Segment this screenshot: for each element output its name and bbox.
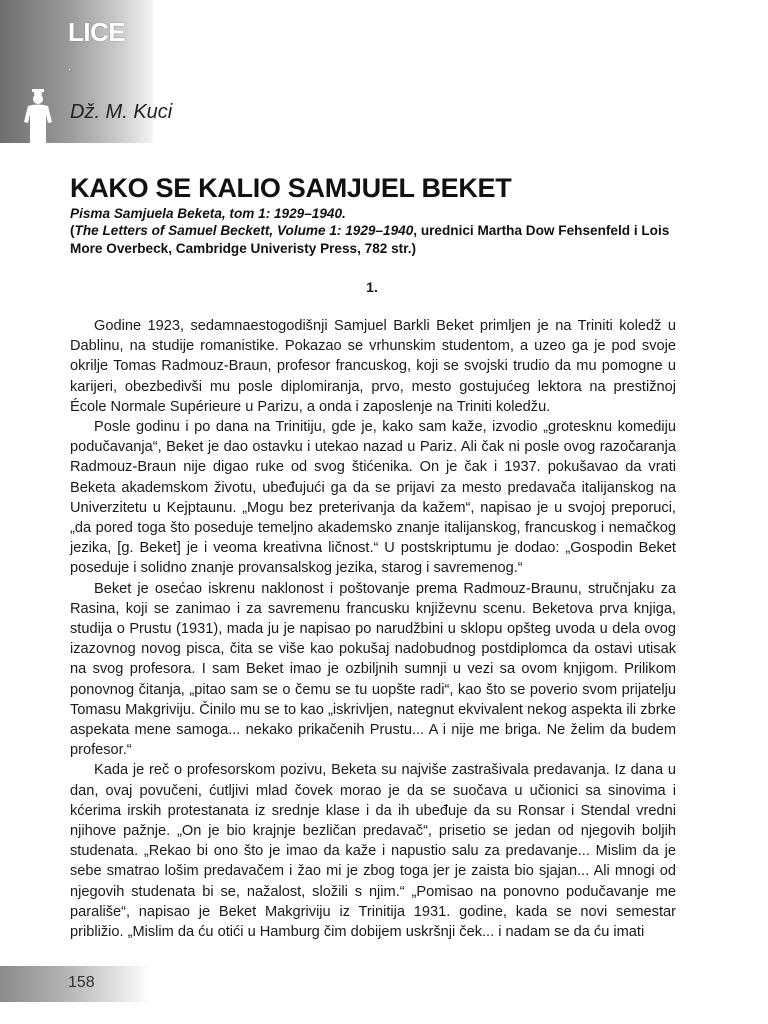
author-name: Dž. M. Kuci: [70, 101, 173, 123]
citation-details: , urednici Martha Dow Fehsenfeld i Lois More Overbeck, Cambridge Univeristy Press, 782 str.): [70, 223, 670, 256]
article-title: KAKO SE KALIO SAMJUEL BEKET: [70, 173, 512, 203]
paragraph: Posle godinu i po dana na Trinitiju, gde je, kako sam kaže, izvodio „grotesknu komediju podučavanja“, Beket je dao ostavku i utekao nazad u Pariz. Ali čak ni posle ovog razočaranja Radmouz-Braun nije digao ruke od svog štićenika. On je čak i 1937. pokušavao da vrati Beketa akademskom životu, ubeđujući ga da se prijavi za mesto predavača italijanskog na Univerzitetu u Kejptaunu. „Mogu bez preterivanja da kažem“, napisao je u svojoj preporuci, „da pored toga što poseduje temeljno akademsko znanje italijanskog, francuskog i nemačkog jezika, [g. Beket] je i veoma kreativna ličnost.“ U postskriptumu je dodao: „Gospodin Beket poseduje i solidno znanje provansalskog jezika, starog i savremenog.“: [70, 419, 676, 577]
source-citation: [70, 222, 690, 258]
paragraph: Beket je osećao iskrenu naklonost i poštovanje prema Radmouz-Braunu, stručnjaku za Rasina, koji se zanimao i za savremenu francusku književnu scenu. Beketova prva knjiga, studija o Prustu (1931), mada ju je napisao po narudžbini u sklopu opšteg uvoda u dela ovog izazovnog novog pisca, čita se više kao pokušaj nadobudnog postdiplomca da ostavi utisak na svog profesora. I sam Beket imao je ozbiljnih sumnji u vezi sa ovom knjigom. Prilikom ponovnog čitanja, „pitao sam se o čemu se tu uopšte radi“, kao što se poverio svom prijatelju Tomasu Makgriviju. Činilo mu se to kao „iskrivljen, nategnut ekvivalent nekog aspekta ili zbrke aspekata mene samoga... nekako prikačenih Prustu... A i nije me briga. Ne želim da budem profesor.“: [70, 580, 676, 759]
citation-open: (: [70, 223, 75, 238]
article-subtitle: Pisma Samjuela Beketa, tom 1: 1929–1940.: [70, 206, 346, 221]
section-label: LICE: [68, 17, 126, 47]
paragraph: Kada je reč o profesorskom pozivu, Beketa su najviše zastrašivala predavanja. Iz dana u dan, ovaj povučeni, ćutljivi mlad čovek morao je da se suočava u učionici sa sinovima i kćerima irskih protestanata iz srednje klase i da ih ubeđuje da su Ronsar i Stendal vredni njihove pažnje. „On je bio krajnje bezličan predavač“, prisetio se jedan od njegovih boljih studenata. „Rekao bi ono što je imao da kaže i napustio salu za predavanje... Mislim da je sebe smatrao lošim predavačem i žao mi je zbog toga jer je zaista bio sjajan... Ali mnogi od njegovih studenata bi se, nažalost, složili s njim.“ „Pomisao na ponovno podučavanje me parališe“, napisao je Beket Makgriviju iz Trinitija 1931. godine, kada se novi semestar približio. „Mislim da ću otići u Hamburg čim dobijem uskršnji ček... i nadam se da ću imati: [70, 762, 676, 941]
article-body: [70, 316, 676, 942]
section-number: 1.: [366, 279, 378, 295]
person-silhouette-icon: [16, 88, 60, 144]
citation-book-title: The Letters of Samuel Beckett, Volume 1: 1929–1940: [74, 223, 414, 238]
page-number: 158: [68, 974, 95, 991]
paragraph: Godine 1923, sedamnaestogodišnji Samjuel Barkli Beket primljen je na Triniti koledž u Dablinu, na studije romanistike. Pokazao se vrhunskim studentom, a uzeo ga je pod svoje okrilje Tomas Radmouz-Braun, profesor francuskog, koji se svojski trudio da mu pomogne u karijeri, obezbedivši mu posle diplomiranja, prvo, mesto gostujućeg lektora na prestižnoj École Normale Supérieure u Parizu, a onda i zaposlenje na Triniti koledžu.: [70, 318, 676, 415]
header-mark: ·: [68, 64, 71, 74]
